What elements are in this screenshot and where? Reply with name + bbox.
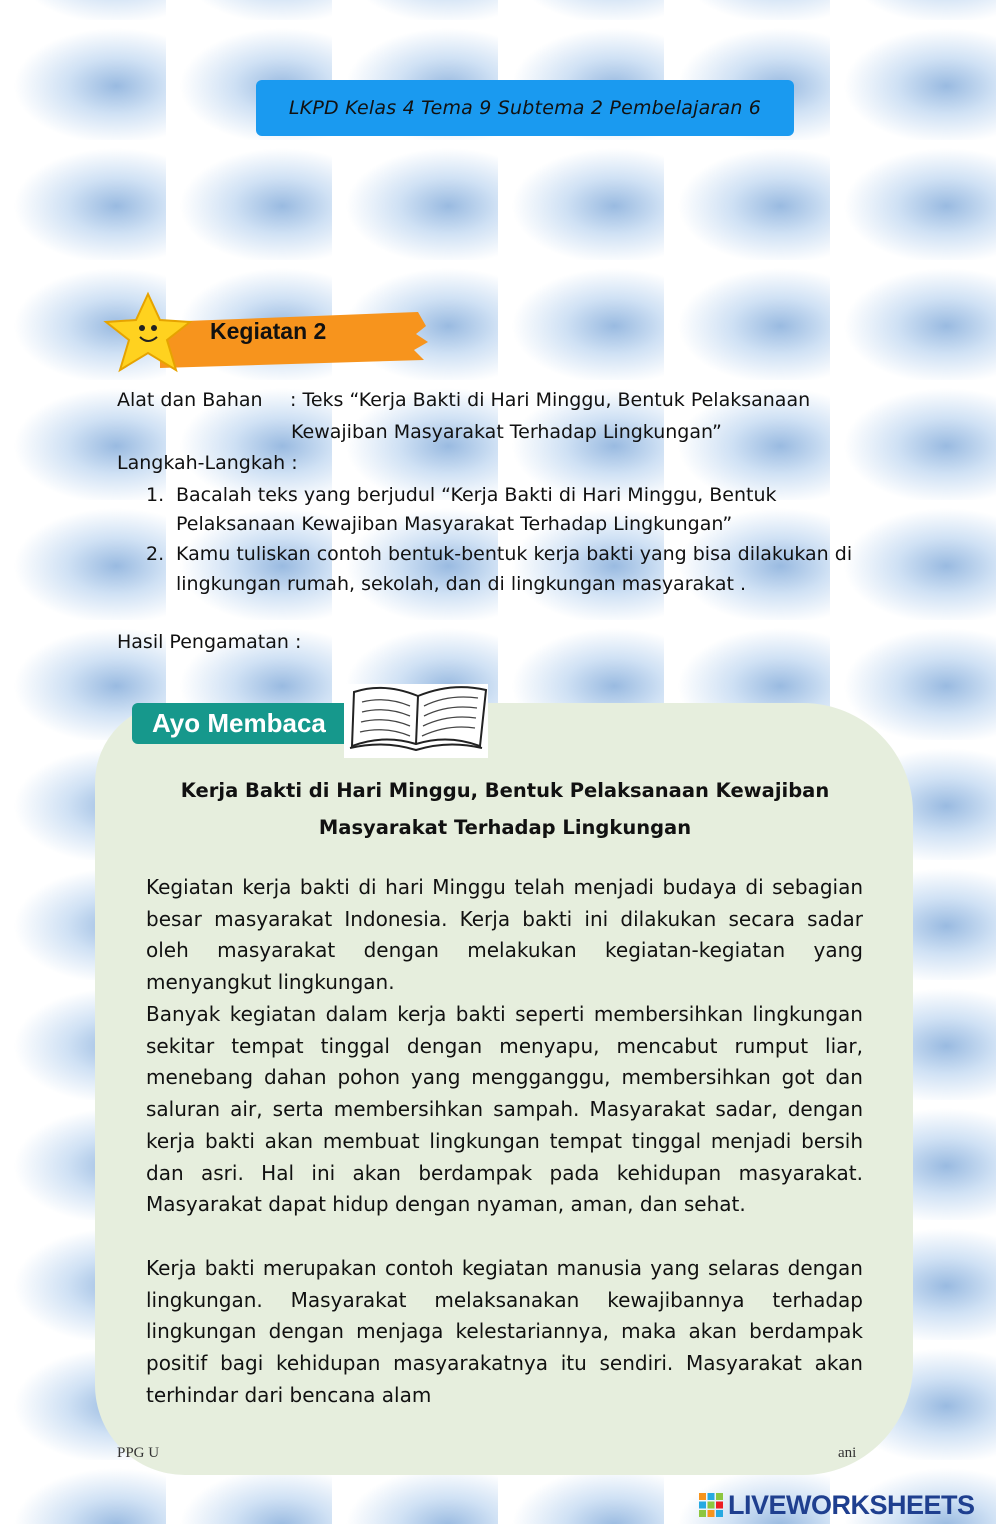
liveworksheets-logo-icon: [698, 1492, 724, 1518]
reading-title: [140, 772, 870, 846]
ayo-membaca-tab: Ayo Membaca: [132, 703, 372, 744]
liveworksheets-logo[interactable]: [698, 1489, 998, 1521]
reading-paragraph-3: Kerja bakti merupakan contoh kegiatan manusia yang selaras dengan lingkungan. Masyarakat melaksanakan kewajibannya terhadap lingkungan dengan menjaga kelestariannya, maka akan berdampak positif bagi kehidupan masyarakatnya itu sendiri. Masyarakat akan terhindar dari bencana alam: [146, 1256, 863, 1407]
header-title: LKPD Kelas 4 Tema 9 Subtema 2 Pembelajaran 6: [288, 97, 762, 119]
steps-label: Langkah-Langkah :: [117, 452, 298, 474]
step-number: 1.: [146, 484, 165, 506]
footer-left-text: PPG U: [117, 1445, 160, 1461]
results-label: Hasil Pengamatan :: [117, 631, 302, 653]
step-2-line-2: lingkungan rumah, sekolah, dan di lingkungan masyarakat .: [176, 573, 746, 595]
star-eye-left: [139, 325, 145, 331]
book-icon: [344, 684, 488, 758]
star-eye-right: [151, 325, 157, 331]
step-1-line-2: Pelaksanaan Kewajiban Masyarakat Terhadap Lingkungan”: [176, 513, 733, 535]
liveworksheets-logo-text: LIVEWORKSHEETS: [728, 1489, 975, 1520]
activity-heading: [100, 290, 430, 382]
header-banner: [256, 80, 794, 136]
materials-line-2: Kewajiban Masyarakat Terhadap Lingkungan”: [291, 421, 722, 443]
step-number: 2.: [146, 543, 165, 565]
activity-title: Kegiatan 2: [210, 318, 327, 344]
materials-label: Alat dan Bahan: [117, 389, 263, 411]
reading-title-line-1: Kerja Bakti di Hari Minggu, Bentuk Pelaksanaan Kewajiban: [180, 779, 830, 802]
materials-line-1: : Teks “Kerja Bakti di Hari Minggu, Bentuk Pelaksanaan: [290, 389, 811, 411]
step-2-line-1: Kamu tuliskan contoh bentuk-bentuk kerja bakti yang bisa dilakukan di: [176, 543, 853, 565]
reading-paragraph-1: Kegiatan kerja bakti di hari Minggu telah menjadi budaya di sebagian besar masyarakat Indonesia. Kerja bakti ini dilakukan secara sadar oleh masyarakat dengan melakukan kegiatan-kegiatan yang menyangkut lingkungan.: [146, 875, 863, 995]
footer-right-text: ani: [838, 1445, 857, 1461]
reading-title-line-2: Masyarakat Terhadap Lingkungan: [318, 816, 692, 839]
reading-paragraph-2: Banyak kegiatan dalam kerja bakti seperti membersihkan lingkungan sekitar tempat tinggal dengan menyapu, mencabut rumput liar, menebang dahan pohon yang mengganggu, membersihkan got dan saluran air, serta membersihkan sampah. Masyarakat sadar, dengan kerja bakti akan membuat lingkungan tempat tinggal menjadi bersih dan asri. Hal ini akan berdampak pada kehidupan masyarakat. Masyarakat dapat hidup dengan nyaman, aman, dan sehat.: [146, 1002, 863, 1217]
step-1-line-1: Bacalah teks yang berjudul “Kerja Bakti di Hari Minggu, Bentuk: [176, 484, 777, 506]
